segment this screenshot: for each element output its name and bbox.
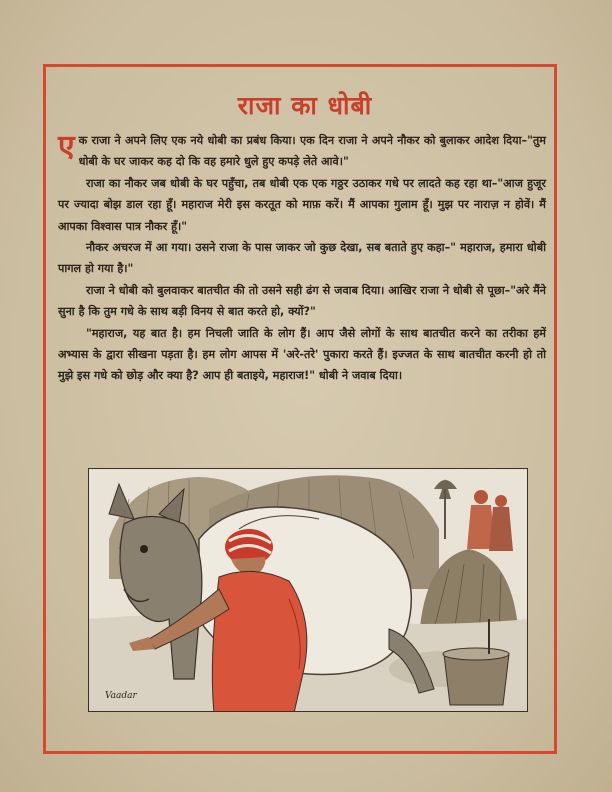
story-title: राजा का धोबी bbox=[237, 91, 373, 120]
paragraph-2: राजा का नौकर जब धोबी के घर पहुँचा, तब धोबी एक एक गठ्ठर उठाकर गधे पर लादते कह रहा था–"आज हुजूर पर ज्यादा बोझ डाल रहा हूँ। महाराज मेरी इस करतूत को माफ़ करें। मैं आपका गुलाम हूँ। मुझ पर नाराज़ न होवें। मैं आपका विश्वास पात्र नौकर हूँ।" bbox=[58, 176, 546, 233]
illustration-drawing bbox=[89, 469, 528, 712]
paragraph-5: "महाराज, यह बात है। हम निचली जाति के लोग हैं। आप जैसे लोगों के साथ बातचीत करने का तरीका हमें अभ्यास के द्वारा सीखना पड़ता है। हम लोग आपस में 'अरे-तरे' पुकारा करते हैं। इज्जत के साथ बातचीत करनी हो तो मुझे इस गधे को छोड़ और क्या है? आप ही बताइये, महाराज!" धोबी ने जवाब दिया। bbox=[58, 326, 546, 383]
paragraph-3: नौकर अचरज में आ गया। उसने राजा के पास जाकर जो कुछ देखा, सब बताते हुए कहा–" महाराज, हमारा धोबी पागल हो गया है।" bbox=[58, 241, 546, 276]
story-illustration bbox=[88, 468, 528, 712]
drop-cap: ए bbox=[58, 129, 75, 164]
paragraph-4: राजा ने धोबी को बुलवाकर बातचीत की तो उसने सही ढंग से जवाब दिया। आखिर राजा ने धोबी से पूछा–"अरे मैंने सुना है कि तुम गधे के साथ बड़ी विनय से बात करते हो, क्यों?" bbox=[58, 283, 546, 319]
paragraph-1 bbox=[58, 130, 546, 173]
artist-signature: Vaadar bbox=[105, 691, 137, 701]
story-body bbox=[58, 130, 546, 387]
paragraph-1-text: क राजा ने अपने लिए एक नये धोबी का प्रबंध किया। एक दिन राजा ने अपने नौकर को बुलाकर आदेश दिया–"तुम धोबी के घर जाकर कह दो कि वह हमारे धुले हुए कपड़े लेते आवे।" bbox=[78, 134, 546, 169]
